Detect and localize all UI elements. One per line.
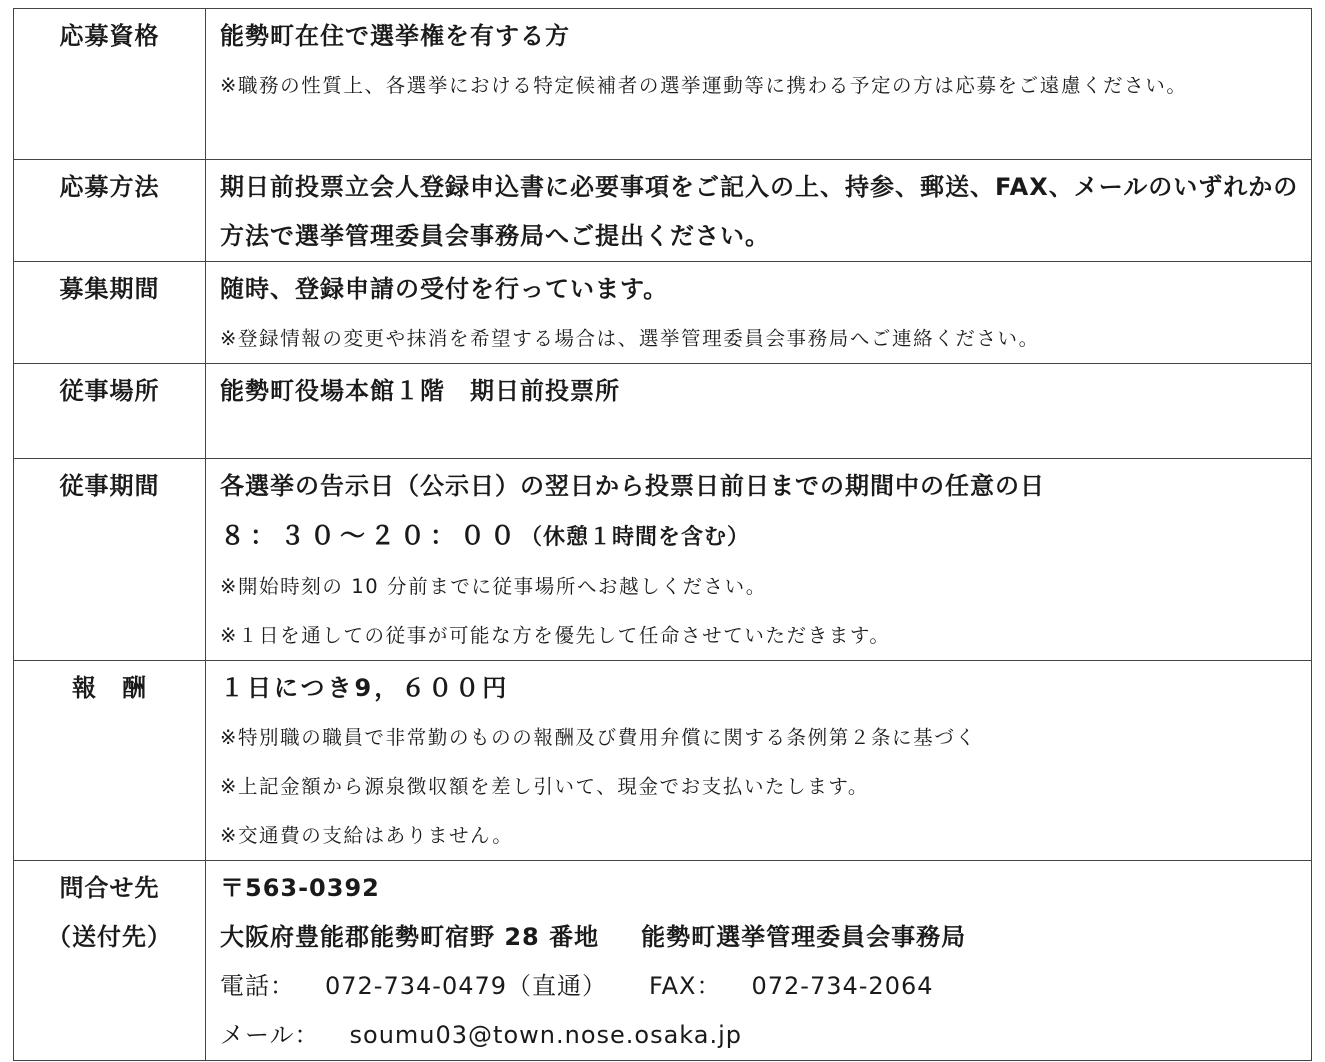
label-place [14, 364, 206, 459]
eligibility-main: 能勢町在住で選挙権を有する方 [220, 22, 570, 50]
duty-period-note-2: ※１日を通しての従事が可能な方を優先して任命させていただきます。 [220, 624, 891, 647]
email-address[interactable]: soumu03@town.nose.osaka.jp [349, 1021, 743, 1049]
contact-address-line [220, 913, 1301, 962]
reward-note-3: ※交通費の支給はありません。 [220, 824, 514, 847]
row-period [14, 262, 1312, 364]
contact-office: 能勢町選挙管理委員会事務局 [641, 923, 967, 951]
period-note: ※登録情報の変更や抹消を希望する場合は、選挙管理委員会事務局へご連絡ください。 [220, 327, 1040, 350]
label-text: 応募方法 [59, 173, 160, 201]
label-reward [14, 661, 206, 861]
content-contact [206, 861, 1312, 1061]
content-reward [206, 661, 1312, 861]
application-info-table [13, 8, 1312, 1061]
eligibility-note: ※職務の性質上、各選挙における特定候補者の選挙運動等に携わる予定の方は応募をご遠慮ください。 [220, 74, 1188, 97]
label-text: 報 酬 [72, 674, 147, 702]
row-place [14, 364, 1312, 459]
contact-email-line [220, 1011, 1301, 1060]
label-period [14, 262, 206, 364]
row-eligibility [14, 9, 1312, 160]
label-text: 従事期間 [59, 472, 160, 500]
label-contact-line-2: （送付先） [47, 923, 172, 951]
content-period [206, 262, 1312, 364]
label-text: 従事場所 [59, 377, 160, 405]
row-duty-period [14, 459, 1312, 661]
email-label: メール： [220, 1021, 320, 1049]
content-duty-period [206, 459, 1312, 661]
label-method [14, 160, 206, 262]
label-eligibility [14, 9, 206, 160]
duty-period-time: ８：３０～２０：００ [220, 521, 521, 550]
label-contact [14, 861, 206, 1061]
contact-address: 大阪府豊能郡能勢町宿野 28 番地 [220, 923, 600, 951]
place-main: 能勢町役場本館１階 期日前投票所 [220, 377, 620, 405]
row-contact [14, 861, 1312, 1061]
duty-period-note-1: ※開始時刻の 10 分前までに従事場所へお越しください。 [220, 575, 767, 598]
contact-phone-line [220, 962, 1301, 1011]
reward-note-2: ※上記金額から源泉徴収額を差し引いて、現金でお支払いたします。 [220, 775, 869, 798]
method-main: 期日前投票立会人登録申込書に必要事項をご記入の上、持参、郵送、FAX、メールのいずれかの方法で選挙管理委員会事務局へご提出ください。 [220, 173, 1299, 250]
contact-postal: 〒563-0392 [220, 874, 380, 902]
content-place [206, 364, 1312, 459]
label-text: 募集期間 [59, 275, 160, 303]
duty-period-main: 各選挙の告示日（公示日）の翌日から投票日前日までの期間中の任意の日 [220, 472, 1045, 500]
row-reward [14, 661, 1312, 861]
label-text: 応募資格 [59, 22, 160, 50]
phone-number: 072-734-0479（直通） [325, 972, 608, 1000]
fax-number: 072-734-2064 [751, 972, 934, 1000]
content-eligibility [206, 9, 1312, 160]
reward-main: １日につき9，６００円 [220, 674, 510, 702]
phone-label: 電話： [220, 972, 295, 1000]
label-contact-line-1: 問合せ先 [59, 874, 160, 902]
fax-label: FAX： [649, 972, 722, 1000]
duty-period-time-line [220, 511, 1301, 562]
period-main: 随時、登録申請の受付を行っています。 [220, 275, 669, 303]
row-method [14, 160, 1312, 262]
duty-period-time-note: （休憩１時間を含む） [520, 525, 751, 550]
label-duty-period [14, 459, 206, 661]
reward-note-1: ※特別職の職員で非常勤のものの報酬及び費用弁償に関する条例第２条に基づく [220, 726, 977, 749]
content-method [206, 160, 1312, 262]
